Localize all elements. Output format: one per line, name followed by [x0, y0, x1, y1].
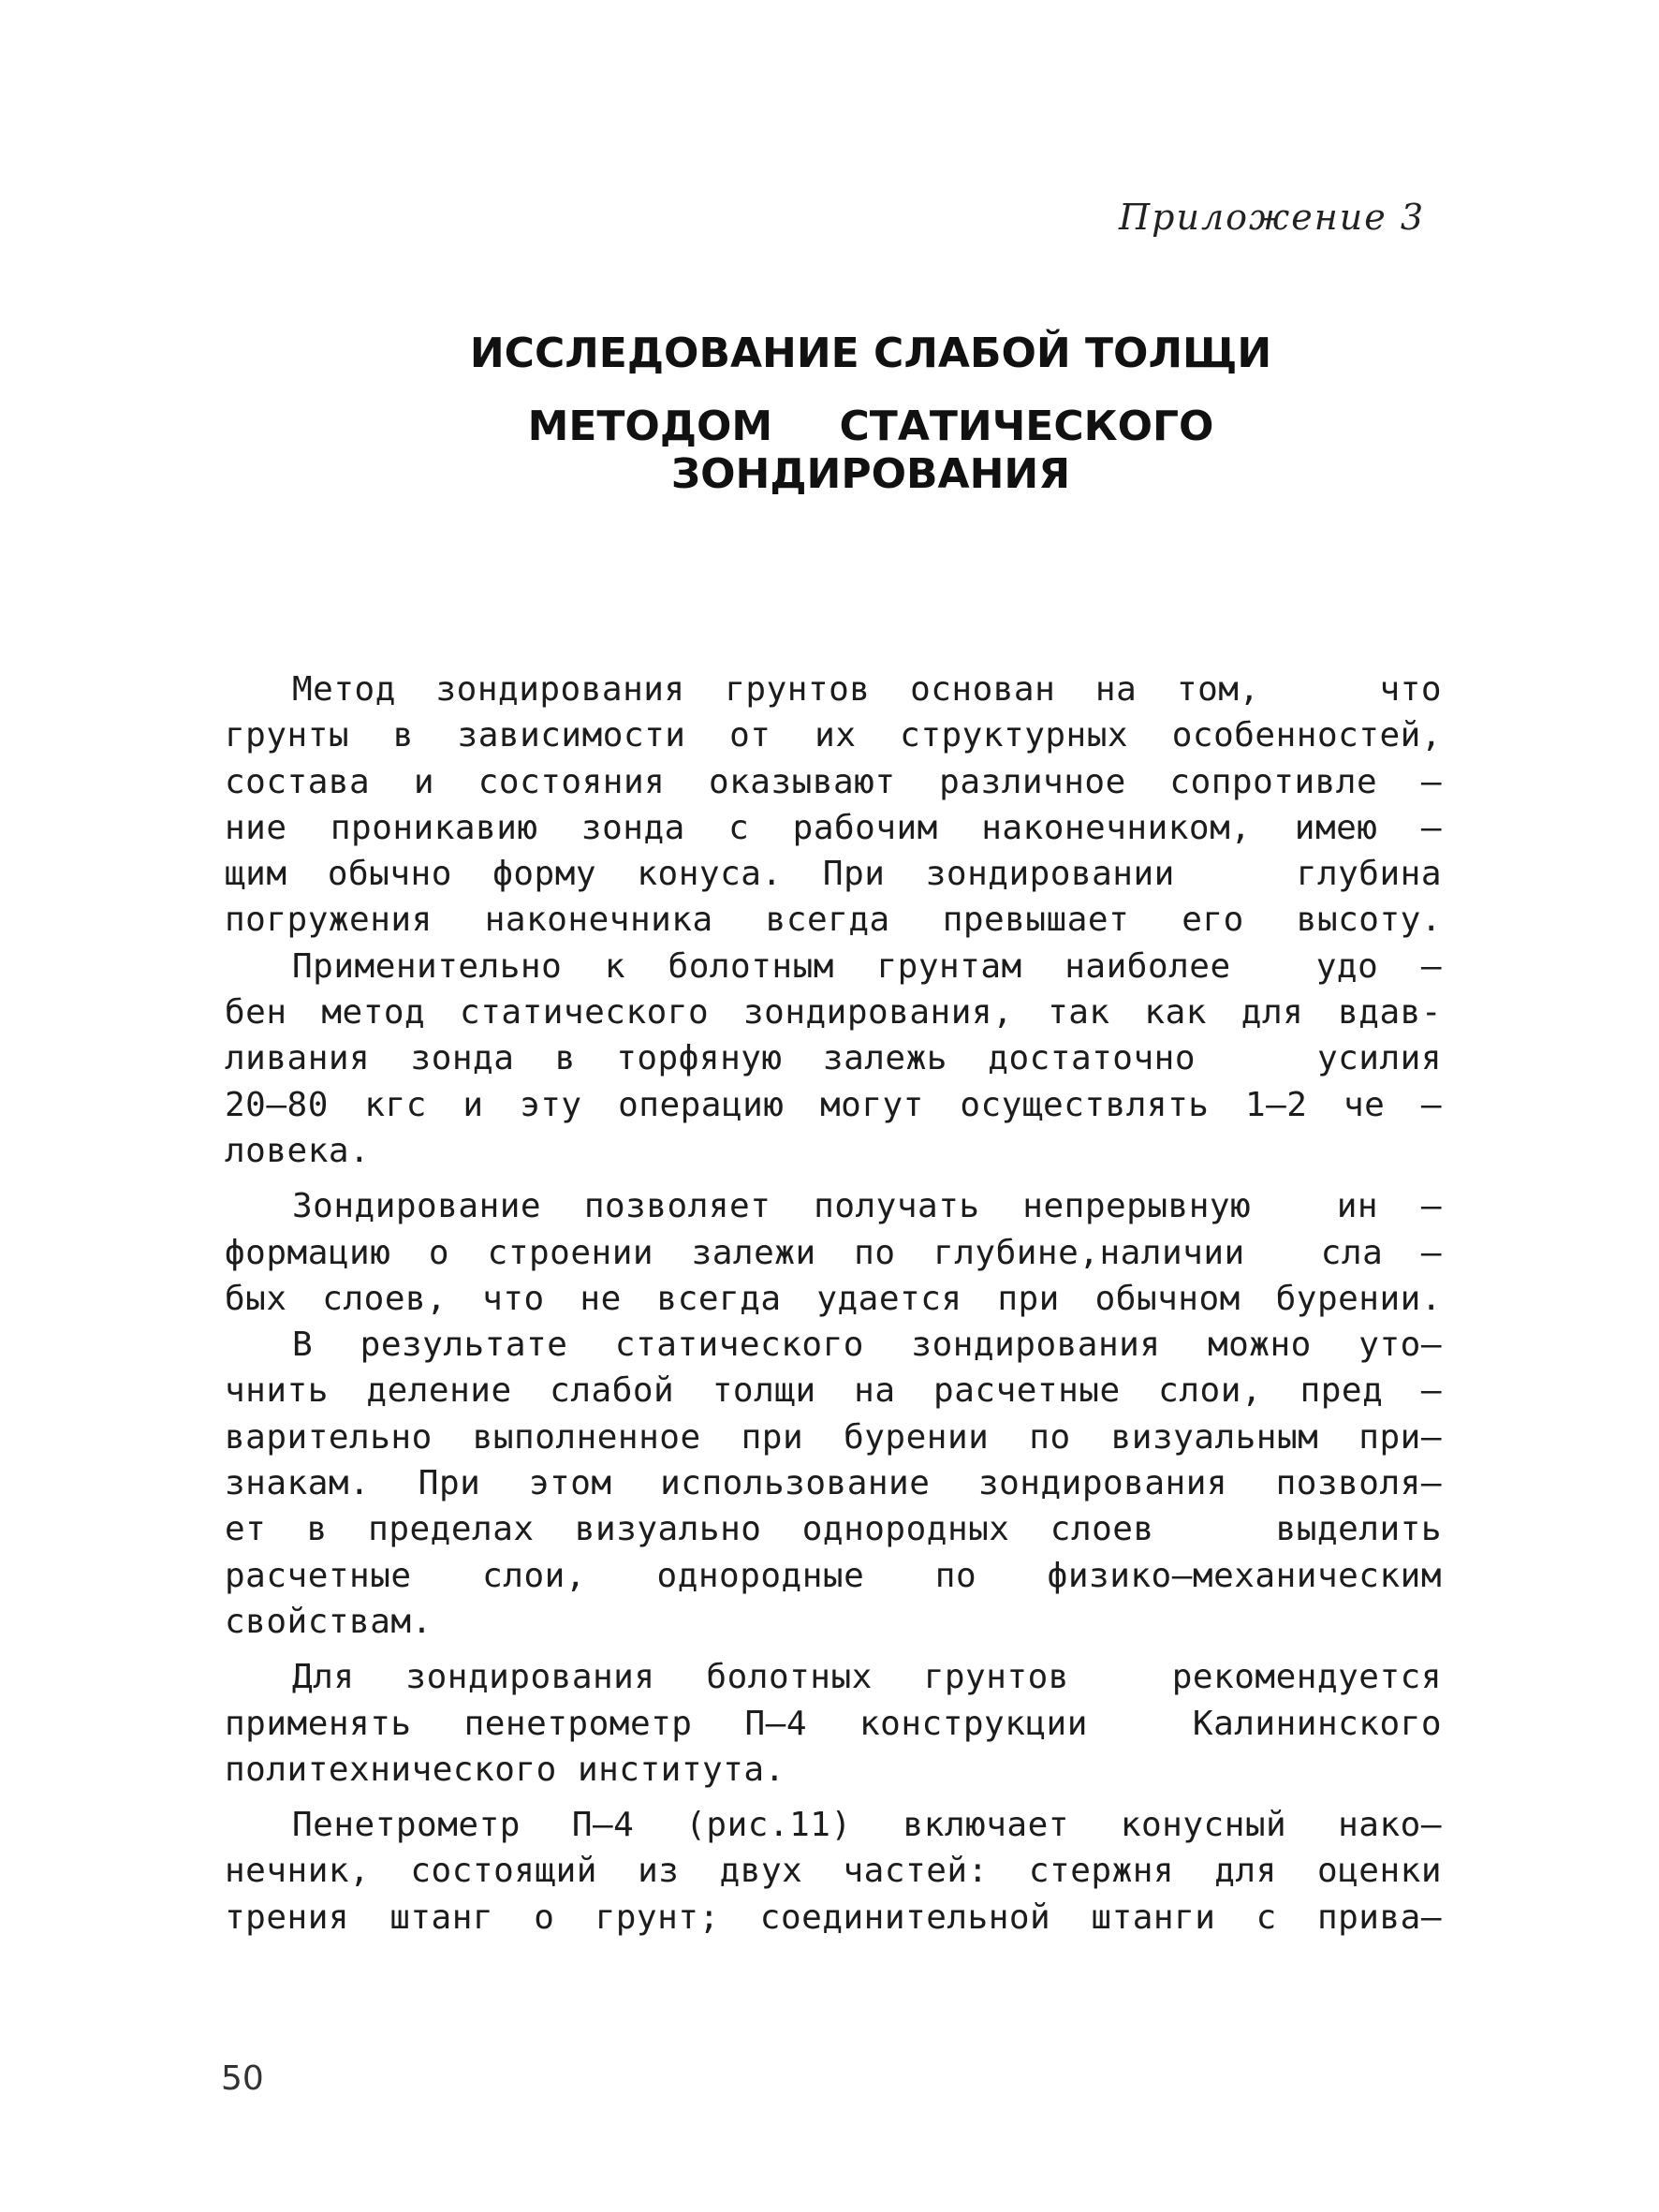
text-line: Зондирование позволяет получать непрерывную ин – [292, 1187, 1442, 1226]
text-line: грунты в зависимости от их структурных особенностей, [225, 716, 1442, 755]
text-line: политехнического института. [225, 1750, 785, 1789]
text-line: Метод зондирования грунтов основан на том, что [292, 670, 1442, 709]
text-line: 20–80 кгс и эту операцию могут осуществлять 1–2 че – [225, 1085, 1442, 1124]
title-line-2: МЕТОДОМ СТАТИЧЕСКОГО ЗОНДИРОВАНИЯ [527, 403, 1214, 498]
text-line: бых слоев, что не всегда удается при обычном бурении. [225, 1279, 1442, 1318]
text-line: бен метод статического зондирования, так как для вдав- [225, 993, 1442, 1033]
text-line: ние проникавию зонда с рабочим наконечником, имею – [225, 808, 1442, 847]
appendix-label: Приложение 3 [1119, 197, 1425, 238]
text-line: Для зондирования болотных грунтов рекомендуется [292, 1658, 1442, 1697]
text-line: формацию о строении залежи по глубине,наличии сла – [225, 1233, 1442, 1272]
text-line: щим обычно форму конуса. При зондировании глубина [225, 855, 1442, 894]
text-line: чнить деление слабой толщи на расчетные слои, пред – [225, 1371, 1442, 1411]
text-line: ловека. [225, 1131, 371, 1170]
text-line: ливания зонда в торфяную залежь достаточно усилия [225, 1039, 1442, 1078]
text-line: В результате статического зондирования можно уто– [292, 1326, 1442, 1365]
text-line: расчетные слои, однородные по физико–механическим [225, 1556, 1442, 1595]
text-line: знакам. При этом использование зондирования позволя– [225, 1464, 1442, 1503]
text-line: применять пенетрометр П–4 конструкции Калининского [225, 1704, 1442, 1743]
text-line: варительно выполненное при бурении по визуальным при– [225, 1417, 1442, 1457]
body-text [225, 667, 1442, 1941]
text-line: нечник, состоящий из двух частей: стержня для оценки [225, 1852, 1442, 1891]
text-line: Пенетрометр П–4 (рис.11) включает конусный нако– [292, 1806, 1442, 1845]
text-line: погружения наконечника всегда превышает его высоту. [225, 901, 1442, 940]
text-line: состава и состояния оказывают различное сопротивле – [225, 762, 1442, 801]
text-line: трения штанг о грунт; соединительной штанги с прива– [225, 1897, 1442, 1937]
title-line-1: ИССЛЕДОВАНИЕ СЛАБОЙ ТОЛЩИ [469, 330, 1272, 377]
text-line: свойствам. [225, 1602, 433, 1641]
page-number: 50 [221, 2059, 264, 2098]
text-line: Применительно к болотным грунтам наиболее удо – [292, 946, 1442, 986]
text-line: ет в пределах визуально однородных слоев выделить [225, 1510, 1442, 1549]
